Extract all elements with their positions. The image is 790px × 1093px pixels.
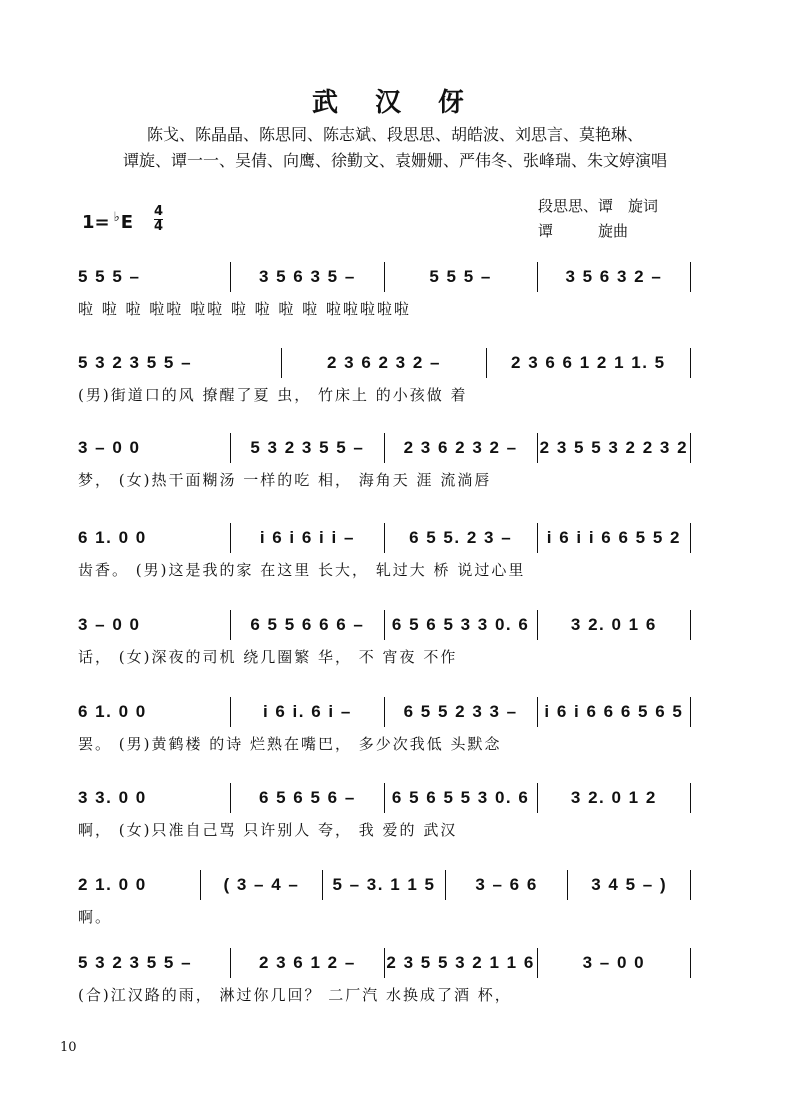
measure: 6 1. 0 0 <box>78 528 147 547</box>
measure: 3 – 6 6 <box>445 870 568 900</box>
score-system <box>78 433 690 509</box>
time-signature-top: 4 <box>154 204 164 219</box>
measure: 3 – 0 0 <box>78 438 141 457</box>
measure: 3 2. 0 1 2 <box>537 783 690 813</box>
key-note: E <box>120 212 134 233</box>
notation-line <box>78 783 691 813</box>
page-number: 10 <box>60 1040 77 1055</box>
lyrics-line: 啊， (女)只准自己骂 只许别人 夸， 我 爱的 武汉 <box>78 821 458 839</box>
performers-line-1: 陈戈、陈晶晶、陈思同、陈志斌、段思思、胡皓波、刘思言、莫艳琳、 <box>146 125 643 144</box>
measure: i 6 i. 6 i – <box>230 697 383 727</box>
measure: ( 3 – 4 – <box>200 870 323 900</box>
measure: i 6 i i 6 6 5 5 2 <box>537 523 690 553</box>
score-system <box>78 523 690 599</box>
performers <box>60 122 730 174</box>
measure: 5 5 5 – <box>78 267 141 286</box>
composer-credit: 谭 旋曲 <box>538 222 629 240</box>
score-system <box>78 783 690 859</box>
measure: 2 3 6 1 2 – <box>230 948 383 978</box>
flat-sign: ♭ <box>113 210 120 225</box>
lyrics-line: 话， (女)深夜的司机 绕几圈繁 华， 不 宵夜 不作 <box>78 648 458 666</box>
measure: 3 – 0 0 <box>537 948 690 978</box>
lyricist-credit: 段思思、谭 旋词 <box>538 197 659 215</box>
measure: 5 – 3. 1 1 5 <box>322 870 445 900</box>
notation-line <box>78 948 691 978</box>
lyrics-line: 梦， (女)热干面糊汤 一样的吃 相， 海角天 涯 流淌唇 <box>78 471 492 489</box>
lyrics-line: 啦 啦 啦 啦啦 啦啦 啦 啦 啦 啦 啦啦啦啦啦 <box>78 300 411 318</box>
key-prefix: 1= <box>82 212 110 233</box>
measure: 2 3 5 5 3 2 2 3 2 <box>537 433 690 463</box>
measure: 2 3 6 2 3 2 – <box>384 433 537 463</box>
measure: 3 5 6 3 2 – <box>537 262 690 292</box>
credits <box>538 194 658 244</box>
lyrics-line: (合)江汉路的雨， 淋过你几回？ 二厂汽 水换成了酒 杯， <box>78 986 512 1004</box>
measure: 2 1. 0 0 <box>78 875 147 894</box>
notation-line <box>78 262 691 292</box>
measure: 2 3 6 2 3 2 – <box>281 348 485 378</box>
notation-line <box>78 870 691 900</box>
performers-line-2: 谭旋、谭一一、吴倩、向鹰、徐勤文、袁姗姗、严伟冬、张峰瑞、朱文婷演唱 <box>122 151 667 170</box>
measure: 6 5 5 2 3 3 – <box>384 697 537 727</box>
measure: i 6 i 6 6 6 5 6 5 <box>537 697 690 727</box>
score-system <box>78 870 690 946</box>
measure: 3 5 6 3 5 – <box>230 262 383 292</box>
measure: 6 5 5. 2 3 – <box>384 523 537 553</box>
measure: 6 5 5 6 6 6 – <box>230 610 383 640</box>
score-system <box>78 262 690 338</box>
measure: 6 1. 0 0 <box>78 702 147 721</box>
measure: 3 3. 0 0 <box>78 788 147 807</box>
notation-line <box>78 348 691 378</box>
measure: 3 – 0 0 <box>78 615 141 634</box>
measure: 2 3 6 6 1 2 1 1. 5 <box>486 348 690 378</box>
measure: 5 3 2 3 5 5 – <box>78 353 193 372</box>
key-signature <box>82 210 133 233</box>
measure: 6 5 6 5 6 – <box>230 783 383 813</box>
lyrics-line: 啊。 <box>78 908 113 926</box>
time-signature <box>154 206 163 233</box>
measure: 6 5 6 5 3 3 0. 6 <box>384 610 537 640</box>
score-system <box>78 610 690 686</box>
measure: 5 3 2 3 5 5 – <box>78 953 193 972</box>
notation-line <box>78 523 691 553</box>
lyrics-line: 罢。 (男)黄鹤楼 的诗 烂熟在嘴巴， 多少次我低 头默念 <box>78 735 502 753</box>
measure: 5 5 5 – <box>384 262 537 292</box>
measure: 3 2. 0 1 6 <box>537 610 690 640</box>
score-system <box>78 697 690 773</box>
measure: i 6 i 6 i i – <box>230 523 383 553</box>
notation-line <box>78 697 691 727</box>
time-signature-bottom: 4 <box>154 219 164 234</box>
measure: 3 4 5 – ) <box>567 870 690 900</box>
measure: 6 5 6 5 5 3 0. 6 <box>384 783 537 813</box>
measure: 2 3 5 5 3 2 1 1 6 <box>384 948 537 978</box>
score-system <box>78 348 690 424</box>
notation-line <box>78 433 691 463</box>
score-system <box>78 948 690 1024</box>
lyrics-line: (男)街道口的风 撩醒了夏 虫， 竹床上 的小孩做 着 <box>78 386 468 404</box>
measure: 5 3 2 3 5 5 – <box>230 433 383 463</box>
lyrics-line: 齿香。 (男)这是我的家 在这里 长大， 轧过大 桥 说过心里 <box>78 561 526 579</box>
notation-line <box>78 610 691 640</box>
song-title: 武 汉 伢 <box>311 88 479 118</box>
